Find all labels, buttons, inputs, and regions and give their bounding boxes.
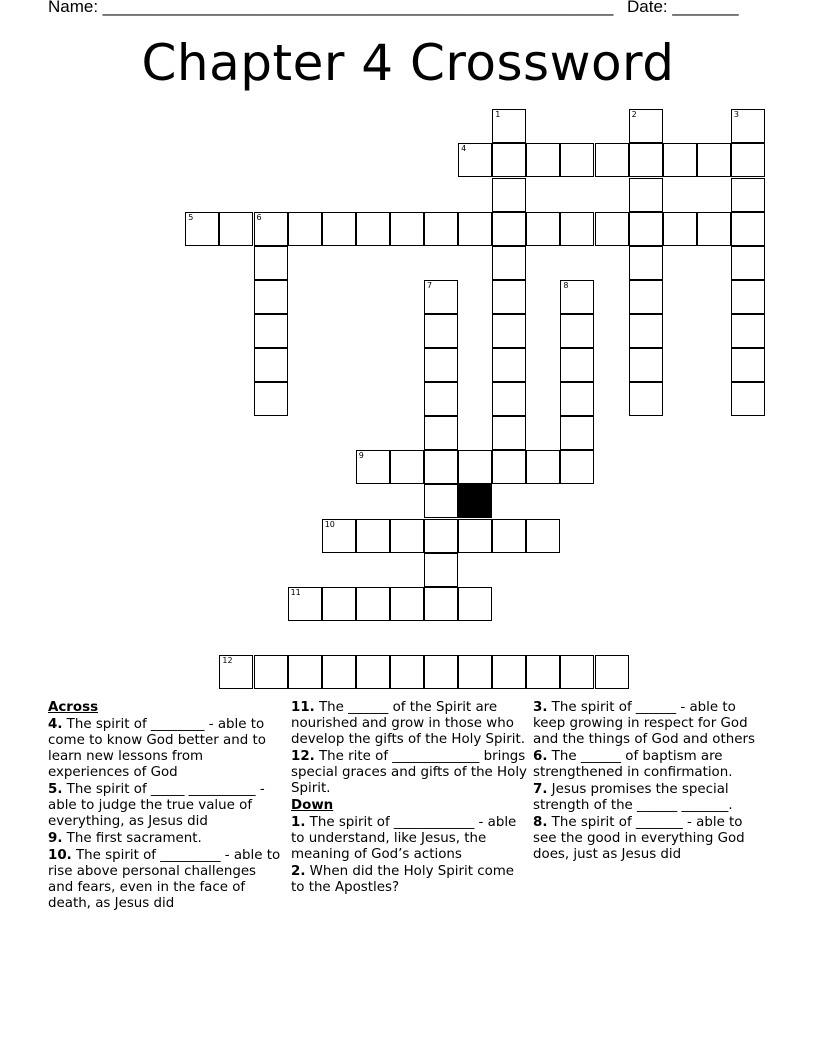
grid-cell[interactable] (356, 655, 390, 689)
grid-cell[interactable] (254, 382, 288, 416)
grid-cell[interactable] (526, 450, 560, 484)
grid-cell[interactable] (424, 314, 458, 348)
grid-cell[interactable] (492, 178, 526, 212)
grid-cell[interactable] (492, 382, 526, 416)
clue-number: 9 (358, 451, 364, 461)
grid-cell[interactable] (492, 109, 526, 143)
grid-cell[interactable] (560, 212, 594, 246)
date-field[interactable]: Date: _______ (627, 0, 739, 16)
grid-cell[interactable] (731, 382, 765, 416)
grid-cell[interactable] (458, 143, 492, 177)
grid-cell[interactable] (731, 143, 765, 177)
grid-cell[interactable] (424, 484, 458, 518)
clue-number: 7 (427, 280, 433, 290)
across-clue-11: 11. The ______ of the Spirit are nourished and grow in those who develop the gifts of the Holy Spirit. (291, 700, 525, 747)
grid-cell[interactable] (254, 246, 288, 280)
grid-cell[interactable] (458, 655, 492, 689)
down-clue-8: 8. The spirit of _______ - able to see the good in everything God does, just as Jesus did (533, 815, 745, 862)
down-clue-3: 3. The spirit of ______ - able to keep growing in respect for God and the things of God and others (533, 700, 755, 747)
grid-cell[interactable] (254, 314, 288, 348)
grid-cell[interactable] (492, 655, 526, 689)
grid-cell[interactable] (629, 246, 663, 280)
grid-cell[interactable] (390, 655, 424, 689)
grid-cell[interactable] (731, 109, 765, 143)
grid-cell[interactable] (424, 450, 458, 484)
clue-number: 3 (733, 110, 739, 120)
grid-cell[interactable] (697, 212, 731, 246)
grid-cell[interactable] (595, 143, 629, 177)
grid-cell[interactable] (629, 212, 663, 246)
grid-cell[interactable] (424, 280, 458, 314)
grid-cell[interactable] (254, 655, 288, 689)
grid-cell[interactable] (560, 655, 594, 689)
down-clue-7: 7. Jesus promises the special strength of the ______ _______. (533, 782, 733, 813)
grid-cell[interactable] (731, 348, 765, 382)
grid-cell[interactable] (492, 348, 526, 382)
grid-cell[interactable] (185, 212, 219, 246)
clue-number: 1 (495, 110, 501, 120)
grid-cell[interactable] (697, 143, 731, 177)
grid-cell[interactable] (731, 314, 765, 348)
grid-cell[interactable] (560, 348, 594, 382)
grid-cell[interactable] (663, 143, 697, 177)
grid-cell[interactable] (492, 212, 526, 246)
clue-number: 10 (324, 519, 335, 529)
grid-cell[interactable] (731, 178, 765, 212)
grid-cell[interactable] (560, 314, 594, 348)
across-clue-12: 12. The rite of _____________ brings special graces and gifts of the Holy Spirit. (291, 749, 527, 796)
clue-number: 5 (188, 212, 194, 222)
clues-column-1 (48, 700, 284, 913)
grid-cell[interactable] (560, 143, 594, 177)
grid-cell[interactable] (390, 450, 424, 484)
grid-cell[interactable] (526, 212, 560, 246)
grid-cell[interactable] (560, 382, 594, 416)
across-clue-5: 5. The spirit of _____ __________ - able to judge the true value of everything, as Jesus did (48, 782, 265, 829)
grid-cell[interactable] (492, 314, 526, 348)
clue-number: 12 (222, 655, 233, 665)
grid-cell[interactable] (492, 519, 526, 553)
grid-cell[interactable] (560, 280, 594, 314)
grid-cell[interactable] (492, 416, 526, 450)
grid-cell[interactable] (731, 246, 765, 280)
grid-cell[interactable] (629, 382, 663, 416)
grid-cell[interactable] (390, 212, 424, 246)
grid-cell[interactable] (219, 212, 253, 246)
grid-cell[interactable] (526, 655, 560, 689)
grid-cell[interactable] (254, 212, 288, 246)
clue-number: 6 (256, 212, 262, 222)
grid-cell[interactable] (322, 587, 356, 621)
grid-cell[interactable] (458, 519, 492, 553)
down-clue-6: 6. The ______ of baptism are strengthened in confirmation. (533, 749, 733, 780)
grid-cell[interactable] (322, 212, 356, 246)
grid-cell[interactable] (629, 348, 663, 382)
grid-cell[interactable] (390, 587, 424, 621)
grid-cell[interactable] (629, 178, 663, 212)
grid-cell[interactable] (731, 212, 765, 246)
grid-cell[interactable] (254, 280, 288, 314)
grid-cell[interactable] (288, 587, 322, 621)
grid-cell[interactable] (219, 655, 253, 689)
grid-cell[interactable] (356, 519, 390, 553)
grid-cell[interactable] (322, 519, 356, 553)
grid-cell[interactable] (322, 655, 356, 689)
grid-cell[interactable] (731, 280, 765, 314)
grid-cell[interactable] (356, 212, 390, 246)
grid-cell[interactable] (492, 143, 526, 177)
across-clue-4: 4. The spirit of ________ - able to come to know God better and to learn new lessons from experiences of God (48, 717, 266, 780)
grid-cell[interactable] (560, 450, 594, 484)
clue-number: 8 (563, 280, 569, 290)
down-clue-2: 2. When did the Holy Spirit come to the Apostles? (291, 864, 515, 895)
grid-cell[interactable] (629, 109, 663, 143)
across-clue-10: 10. The spirit of _________ - able to rise above personal challenges and fears, even in the face of death, as Jesus did (48, 848, 281, 911)
clue-number: 4 (461, 144, 467, 154)
grid-cell[interactable] (526, 143, 560, 177)
grid-cell[interactable] (458, 212, 492, 246)
grid-cell[interactable] (288, 655, 322, 689)
clues-column-3 (533, 700, 769, 864)
clues-column-2 (291, 700, 527, 897)
grid-cell[interactable] (356, 587, 390, 621)
grid-cell[interactable] (424, 416, 458, 450)
grid-cell[interactable] (492, 280, 526, 314)
clue-number: 11 (290, 587, 301, 597)
grid-cell[interactable] (595, 212, 629, 246)
down-clue-1: 1. The spirit of ____________ - able to understand, like Jesus, the meaning of God’s actions (291, 815, 517, 862)
grid-cell[interactable] (288, 212, 322, 246)
grid-cell[interactable] (424, 348, 458, 382)
grid-cell[interactable] (663, 212, 697, 246)
grid-cell[interactable] (424, 587, 458, 621)
grid-cell[interactable] (424, 519, 458, 553)
clue-number: 2 (631, 110, 637, 120)
grid-cell[interactable] (356, 450, 390, 484)
grid-cell[interactable] (254, 348, 288, 382)
black-cell (458, 484, 492, 518)
grid-cell[interactable] (560, 416, 594, 450)
page-title: Chapter 4 Crossword (141, 34, 675, 92)
grid-cell[interactable] (595, 655, 629, 689)
grid-cell[interactable] (629, 280, 663, 314)
grid-cell[interactable] (424, 382, 458, 416)
grid-cell[interactable] (526, 519, 560, 553)
grid-cell[interactable] (458, 587, 492, 621)
grid-cell[interactable] (492, 246, 526, 280)
grid-cell[interactable] (629, 143, 663, 177)
grid-cell[interactable] (458, 450, 492, 484)
grid-cell[interactable] (492, 450, 526, 484)
across-clue-9: 9. The first sacrament. (48, 831, 202, 846)
across-heading: Across (48, 700, 99, 715)
grid-cell[interactable] (424, 212, 458, 246)
grid-cell[interactable] (390, 519, 424, 553)
grid-cell[interactable] (424, 553, 458, 587)
name-field[interactable]: Name: ______________________________________________________ (48, 0, 614, 16)
down-heading: Down (291, 798, 334, 813)
grid-cell[interactable] (629, 314, 663, 348)
grid-cell[interactable] (424, 655, 458, 689)
